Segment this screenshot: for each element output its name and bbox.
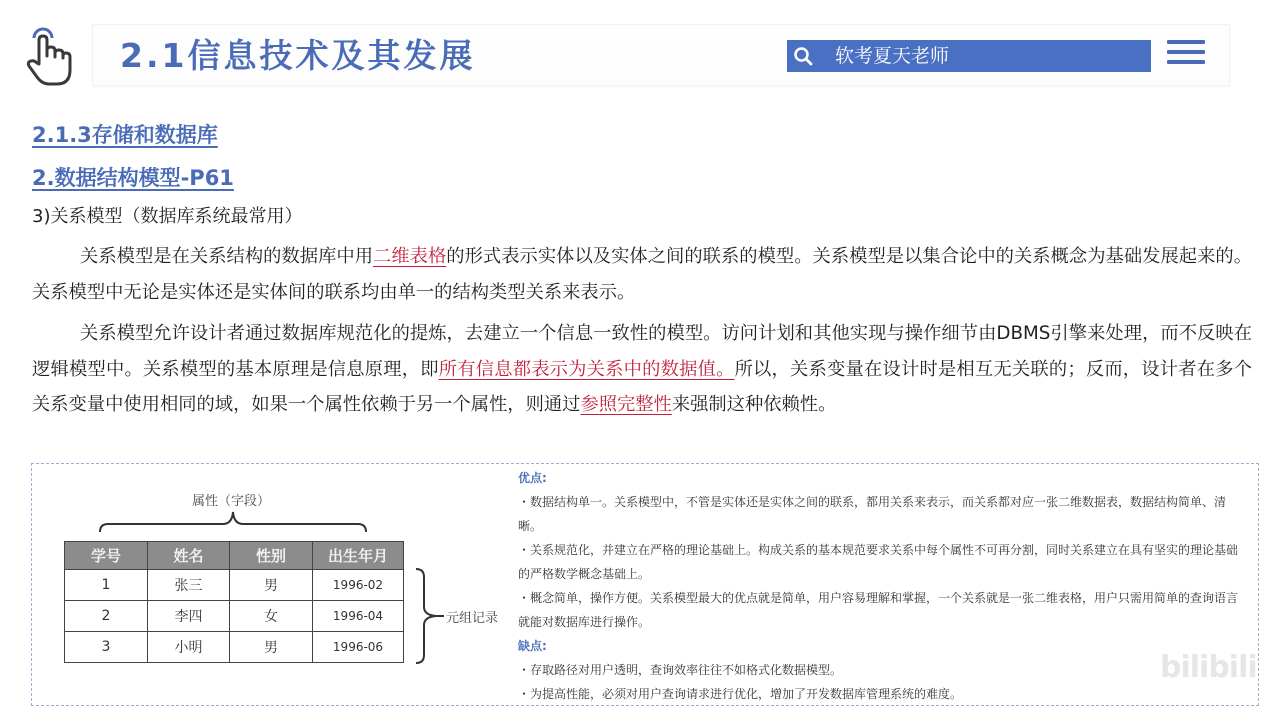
pros-title: 优点: bbox=[518, 471, 547, 485]
text-span: 关系模型允许设计者通过数据库规范化的提炼，去建立一个信息一致性的模型。访问计划和其他实现与操作细节由DBMS引擎来处理，而不反映在逻辑模型中。关系模型的基本原理是信息原理，即 bbox=[32, 323, 1252, 380]
text-span: 关系模型是在关系结构的数据库中用 bbox=[80, 246, 374, 267]
column-header: 学号 bbox=[65, 542, 148, 570]
pro-item: ・关系规范化，并建立在严格的理论基础上。构成关系的基本规范要求关系中每个属性不可再分割，同时关系建立在具有坚实的理论基础的严格数学概念基础上。 bbox=[518, 543, 1239, 581]
brace-top-icon bbox=[98, 508, 368, 534]
search-box[interactable] bbox=[787, 40, 1151, 72]
pro-item: ・概念简单，操作方便。关系模型最大的优点就是简单，用户容易理解和掌握，一个关系就是一张二维表格，用户只需用简单的查询语言就能对数据库进行操作。 bbox=[518, 591, 1239, 629]
highlight-info-principle: 所有信息都表示为关系中的数据值。 bbox=[438, 358, 735, 380]
table-row bbox=[65, 570, 404, 601]
cell: 小明 bbox=[148, 632, 230, 663]
cell: 2 bbox=[65, 601, 148, 632]
cell: 李四 bbox=[148, 601, 230, 632]
cell: 1996-04 bbox=[313, 601, 404, 632]
column-header: 出生年月 bbox=[313, 542, 404, 570]
highlight-2d-table: 二维表格 bbox=[373, 246, 447, 267]
subtopic-heading: 3)关系模型（数据库系统最常用） bbox=[32, 206, 303, 227]
cons-title: 缺点: bbox=[518, 639, 547, 653]
cell: 1996-06 bbox=[313, 632, 404, 663]
paragraph-2 bbox=[32, 316, 1252, 423]
topic-link[interactable]: 2.数据结构模型-P61 bbox=[32, 166, 234, 190]
attribute-label: 属性（字段） bbox=[192, 494, 271, 509]
watermark-logo: bilibili bbox=[1160, 650, 1257, 685]
cell: 男 bbox=[230, 570, 313, 601]
text-span: 来强制这种依赖性。 bbox=[671, 394, 837, 415]
cell: 女 bbox=[230, 601, 313, 632]
pros-cons-notes bbox=[518, 466, 1248, 706]
text-span: 所以，关系变量在设计时是相互无关联的；反而，设计者在多个关系变量中使用相同的域，如果一个属性依赖于另一个属性，则通过 bbox=[32, 358, 1253, 415]
cell: 张三 bbox=[148, 570, 230, 601]
cell: 1 bbox=[65, 570, 148, 601]
tuple-label: 元组记录 bbox=[446, 611, 499, 626]
pro-item: ・数据结构单一。关系模型中，不管是实体还是实体之间的联系，都用关系来表示，而关系都对应一张二维数据表，数据结构简单、清晰。 bbox=[518, 495, 1227, 533]
relation-table bbox=[64, 541, 404, 663]
column-header: 性别 bbox=[230, 542, 313, 570]
table-row bbox=[65, 601, 404, 632]
hamburger-menu-icon[interactable] bbox=[1167, 40, 1205, 68]
con-item: ・存取路径对用户透明，查询效率往往不如格式化数据模型。 bbox=[518, 663, 843, 677]
page-title: 2.1信息技术及其发展 bbox=[120, 36, 476, 75]
section-link[interactable]: 2.1.3存储和数据库 bbox=[32, 123, 218, 147]
hand-pointer-icon bbox=[22, 24, 74, 88]
cell: 1996-02 bbox=[313, 570, 404, 601]
cell: 3 bbox=[65, 632, 148, 663]
table-row bbox=[65, 632, 404, 663]
search-icon[interactable] bbox=[793, 46, 813, 66]
column-header: 姓名 bbox=[148, 542, 230, 570]
text-span: 的形式表示实体以及实体之间的联系的模型。关系模型是以集合论中的关系概念为基础发展起来的。关系模型中无论是实体还是实体间的联系均由单一的结构类型关系来表示。 bbox=[32, 246, 1253, 303]
paragraph-1 bbox=[32, 239, 1252, 310]
search-text: 软考夏天老师 bbox=[835, 45, 950, 67]
cell: 男 bbox=[230, 632, 313, 663]
con-item: ・为提高性能，必须对用户查询请求进行优化，增加了开发数据库管理系统的难度。 bbox=[518, 687, 963, 701]
highlight-referential-integrity: 参照完整性 bbox=[580, 394, 672, 415]
brace-right-icon bbox=[414, 567, 444, 665]
